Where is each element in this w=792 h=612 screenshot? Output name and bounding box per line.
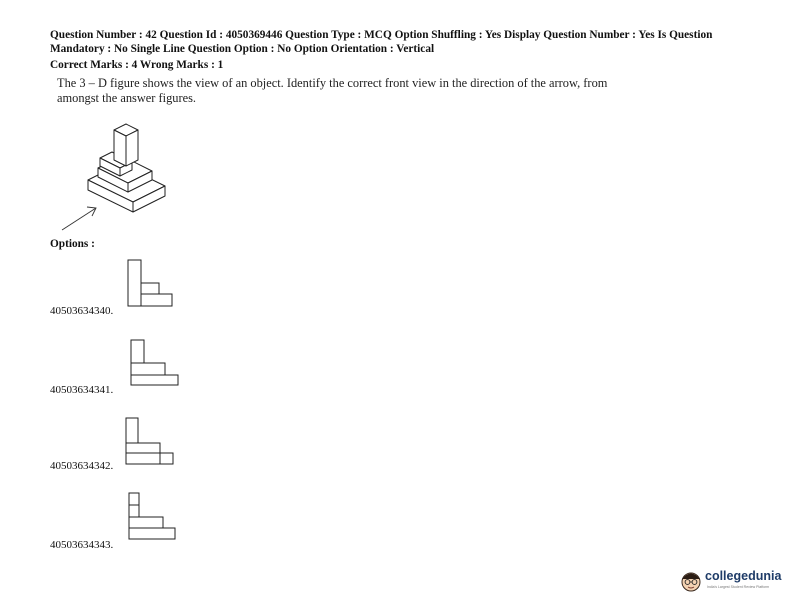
option-figure-4[interactable] — [126, 491, 178, 543]
option-id-4: 40503634343. — [50, 539, 114, 551]
option-figure-2[interactable] — [129, 338, 181, 388]
option-id-2: 40503634341. — [50, 384, 114, 396]
isometric-object-figure — [60, 120, 180, 232]
pillar-right — [126, 130, 138, 166]
view-arrow — [62, 207, 96, 230]
logo-tagline: India's Largest Student Review Platform — [707, 585, 770, 589]
option-figure-3[interactable] — [124, 416, 176, 466]
question-text: The 3 – D figure shows the view of an object. Identify the correct front view in the direction of the arrow, from amongst the answer figures. — [57, 76, 608, 105]
collegedunia-logo[interactable] — [678, 566, 788, 596]
question-meta: Question Number : 42 Question Id : 4050369446 Question Type : MCQ Option Shuffling : Yes Display Question Number : Yes Is Question Mandatory : No Single Line Question Option : No Option Orientation : Vertical — [50, 29, 713, 55]
option-id-1: 40503634340. — [50, 305, 114, 317]
logo-wordmark: collegedunia — [705, 569, 782, 583]
student-mascot-icon — [678, 566, 704, 596]
option-id-3: 40503634342. — [50, 460, 114, 472]
options-label: Options : — [50, 238, 95, 250]
pillar-left — [114, 130, 126, 166]
marks-line: Correct Marks : 4 Wrong Marks : 1 — [50, 59, 224, 71]
option-figure-1[interactable] — [126, 258, 176, 308]
